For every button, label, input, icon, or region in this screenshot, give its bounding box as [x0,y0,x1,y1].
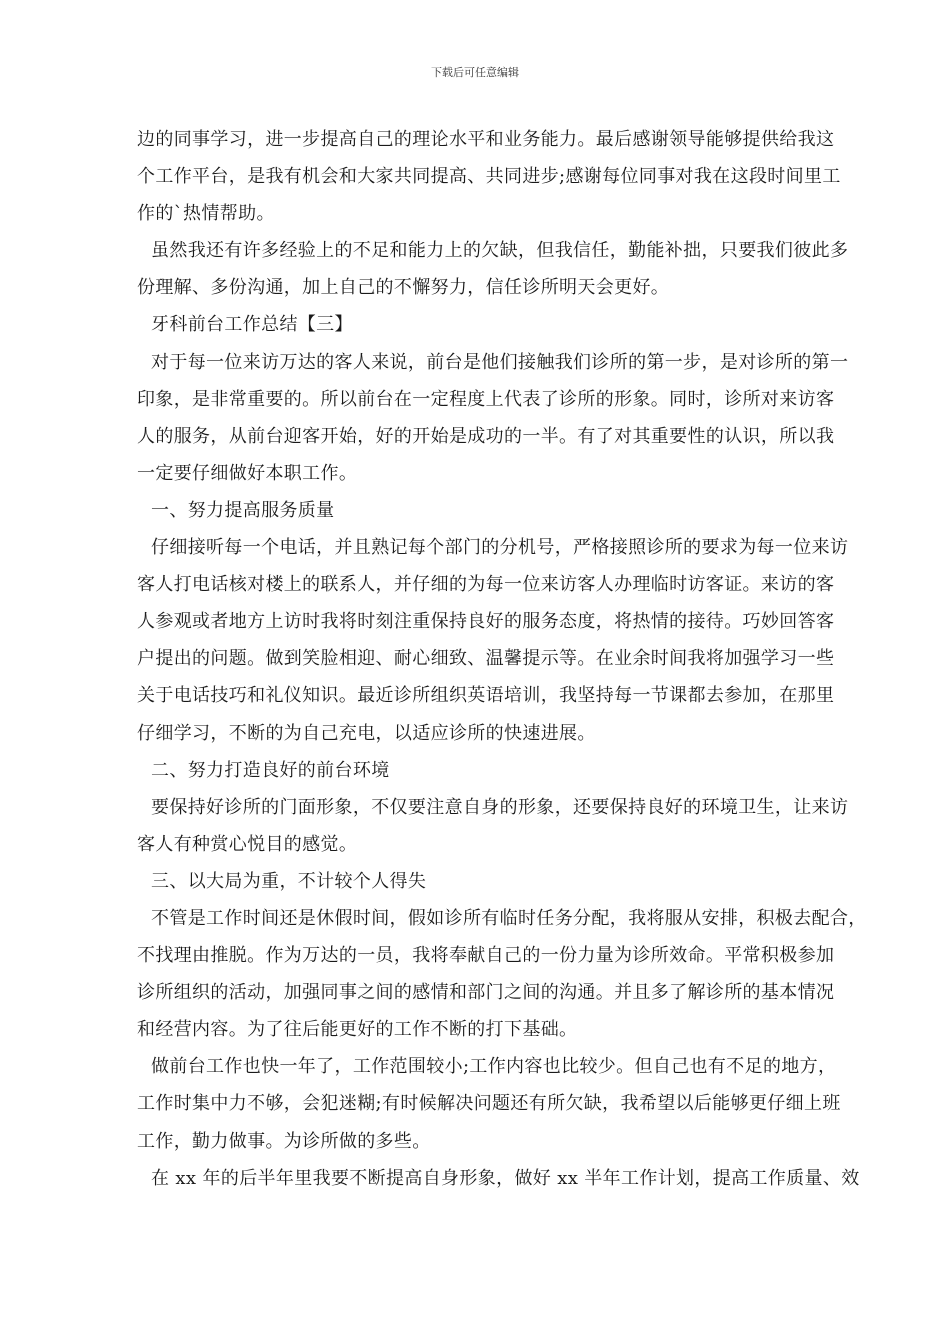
paragraph-start-line: 对于每一位来访万达的客人来说，前台是他们接触我们诊所的第一步，是对诊所的第一 [151,351,849,373]
text-line: 作的`热情帮助。 [137,203,275,225]
text-line: 和经营内容。为了往后能更好的工作不断的打下基础。 [137,1019,578,1041]
paragraph-start-line: 虽然我还有许多经验上的不足和能力上的欠缺，但我信任，勤能补拙，只要我们彼此多 [151,240,849,262]
text-line: 边的同事学习，进一步提高自己的理论水平和业务能力。最后感谢领导能够提供给我这 [137,129,835,150]
text-line: 工作时集中力不够，会犯迷糊;有时候解决问题还有所欠缺，我希望以后能够更仔细上班 [137,1093,841,1115]
paragraph-start-line: 要保持好诊所的门面形象，不仅要注意自身的形象，还要保持良好的环境卫生，让来访 [151,796,849,818]
subsection-heading: 二、努力打造良好的前台环境 [151,759,390,781]
paragraph-start-line: 仔细接听每一个电话，并且熟记每个部门的分机号，严格接照诊所的要求为每一位来访 [151,537,849,559]
paragraph-start-line: 不管是工作时间还是休假时间，假如诊所有临时任务分配，我将服从安排，积极去配合， [151,907,867,929]
text-line: 印象，是非常重要的。所以前台在一定程度上代表了诊所的形象。同时，诊所对来访客 [137,388,835,410]
page-header: 下载后可任意编辑 [431,66,519,79]
paragraph-start-line: 在 xx 年的后半年里我要不断提高自身形象，做好 xx 半年工作计划，提高工作质量、效 [151,1167,860,1189]
text-line: 诊所组织的活动，加强同事之间的感情和部门之间的沟通。并且多了解诊所的基本情况 [137,982,835,1004]
text-line: 人的服务，从前台迎客开始，好的开始是成功的一半。有了对其重要性的认识，所以我 [137,425,835,447]
document-body [137,121,887,1197]
text-line: 关于电话技巧和礼仪知识。最近诊所组织英语培训，我坚持每一节课都去参加，在那里 [137,685,835,707]
subsection-heading: 一、努力提高服务质量 [151,499,335,521]
text-line: 客人有种赏心悦目的感觉。 [137,833,358,855]
text-line: 一定要仔细做好本职工作。 [137,462,358,484]
text-line: 人参观或者地方上访时我将时刻注重保持良好的服务态度，将热情的接待。巧妙回答客 [137,611,835,633]
text-line: 份理解、多份沟通，加上自己的不懈努力，信任诊所明天会更好。 [137,277,670,299]
text-line: 客人打电话核对楼上的联系人，并仔细的为每一位来访客人办理临时访客证。来访的客 [137,574,835,596]
text-line: 工作，勤力做事。为诊所做的多些。 [137,1130,431,1152]
text-line: 户提出的问题。做到笑脸相迎、耐心细致、温馨提示等。在业余时间我将加强学习一些 [137,648,835,670]
text-line: 个工作平台，是我有机会和大家共同提高、共同进步;感谢每位同事对我在这段时间里工 [137,166,841,188]
subsection-heading: 三、以大局为重，不计较个人得失 [151,870,427,892]
text-line: 仔细学习，不断的为自己充电，以适应诊所的快速进展。 [137,722,596,744]
paragraph-start-line: 做前台工作也快一年了，工作范围较小;工作内容也比较少。但自己也有不足的地方， [151,1056,837,1078]
text-line: 不找理由推脱。作为万达的一员，我将奉献自己的一份力量为诊所效命。平常积极参加 [137,945,835,967]
section-heading: 牙科前台工作总结【三】 [151,314,353,336]
